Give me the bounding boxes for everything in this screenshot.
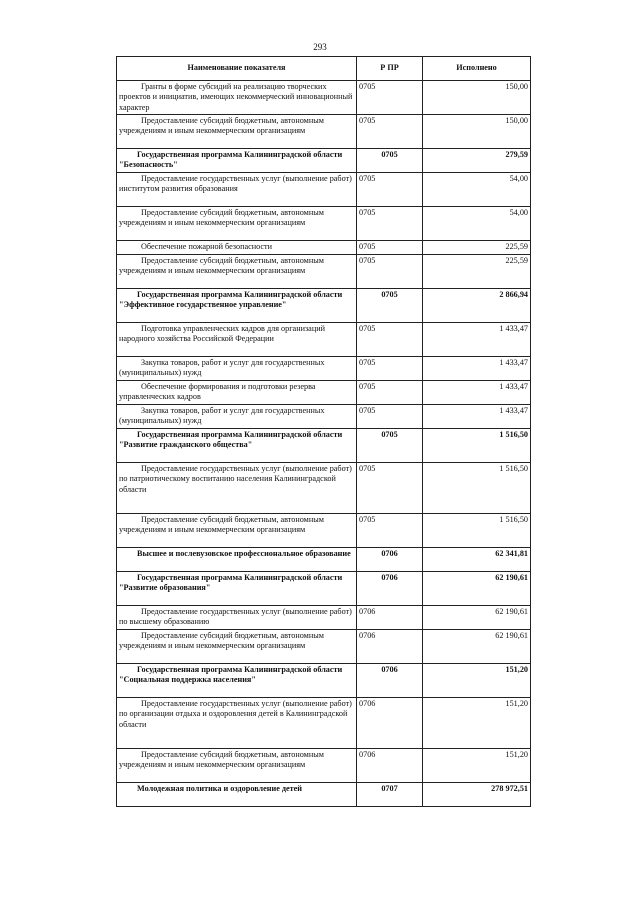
row-value: 54,00 — [423, 173, 531, 207]
row-name: Обеспечение пожарной безопасности — [117, 241, 357, 255]
row-value: 1 433,47 — [423, 323, 531, 357]
row-value: 2 866,94 — [423, 289, 531, 323]
row-name: Предоставление субсидий бюджетным, автономным учреждениям и иным некоммерческим организациям — [117, 207, 357, 241]
table-row — [117, 81, 531, 115]
row-code: 0705 — [357, 381, 423, 405]
row-name: Государственная программа Калининградской области "Социальная поддержка населения" — [117, 664, 357, 698]
row-value: 1 516,50 — [423, 429, 531, 463]
row-name: Молодежная политика и оздоровление детей — [117, 783, 357, 807]
row-value: 62 190,61 — [423, 606, 531, 630]
row-name: Обеспечение формирования и подготовки резерва управленческих кадров — [117, 381, 357, 405]
row-value: 62 190,61 — [423, 572, 531, 606]
row-code: 0705 — [357, 357, 423, 381]
row-code: 0706 — [357, 749, 423, 783]
table-row — [117, 255, 531, 289]
row-code: 0705 — [357, 81, 423, 115]
row-name: Государственная программа Калининградской области "Эффективное государственное управление" — [117, 289, 357, 323]
row-name: Предоставление государственных услуг (выполнение работ) по организации отдыха и оздоровления детей в Калининградской области — [117, 698, 357, 749]
page-number: 293 — [313, 42, 327, 52]
row-code: 0705 — [357, 241, 423, 255]
row-name: Государственная программа Калининградской области "Развитие образования" — [117, 572, 357, 606]
row-code: 0705 — [357, 405, 423, 429]
row-value: 1 433,47 — [423, 357, 531, 381]
table-row — [117, 405, 531, 429]
row-code: 0706 — [357, 548, 423, 572]
row-value: 151,20 — [423, 664, 531, 698]
row-name: Закупка товаров, работ и услуг для государственных (муниципальных) нужд — [117, 357, 357, 381]
table-row — [117, 323, 531, 357]
table-row — [117, 241, 531, 255]
row-name: Предоставление государственных услуг (выполнение работ) по патриотическому воспитанию населения Калининградской области — [117, 463, 357, 514]
row-name: Предоставление субсидий бюджетным, автономным учреждениям и иным некоммерческим организациям — [117, 514, 357, 548]
row-name: Предоставление субсидий бюджетным, автономным учреждениям и иным некоммерческим организациям — [117, 115, 357, 149]
row-name: Предоставление субсидий бюджетным, автономным учреждениям и иным некоммерческим организациям — [117, 630, 357, 664]
row-value: 62 341,81 — [423, 548, 531, 572]
table-row — [117, 698, 531, 749]
table-header-row — [117, 57, 531, 81]
row-value: 54,00 — [423, 207, 531, 241]
row-value: 151,20 — [423, 698, 531, 749]
row-name: Предоставление субсидий бюджетным, автономным учреждениям и иным некоммерческим организациям — [117, 749, 357, 783]
row-code: 0705 — [357, 514, 423, 548]
table-row — [117, 749, 531, 783]
row-code: 0705 — [357, 115, 423, 149]
table-row — [117, 289, 531, 323]
header-code: Р ПР — [357, 57, 423, 81]
row-code: 0706 — [357, 606, 423, 630]
row-value: 1 516,50 — [423, 514, 531, 548]
budget-execution-table — [116, 56, 531, 807]
row-value: 1 433,47 — [423, 381, 531, 405]
row-value: 278 972,51 — [423, 783, 531, 807]
row-code: 0707 — [357, 783, 423, 807]
table-row — [117, 207, 531, 241]
table-row — [117, 783, 531, 807]
row-value: 62 190,61 — [423, 630, 531, 664]
row-value: 150,00 — [423, 81, 531, 115]
row-code: 0705 — [357, 149, 423, 173]
row-code: 0705 — [357, 207, 423, 241]
row-code: 0706 — [357, 630, 423, 664]
table-row — [117, 463, 531, 514]
table-row — [117, 548, 531, 572]
row-code: 0705 — [357, 173, 423, 207]
row-code: 0705 — [357, 463, 423, 514]
row-name: Закупка товаров, работ и услуг для государственных (муниципальных) нужд — [117, 405, 357, 429]
row-value: 151,20 — [423, 749, 531, 783]
row-value: 1 433,47 — [423, 405, 531, 429]
table-row — [117, 115, 531, 149]
table-row — [117, 514, 531, 548]
row-value: 150,00 — [423, 115, 531, 149]
table-row — [117, 664, 531, 698]
row-name: Предоставление субсидий бюджетным, автономным учреждениям и иным некоммерческим организациям — [117, 255, 357, 289]
row-code: 0706 — [357, 698, 423, 749]
row-value: 225,59 — [423, 241, 531, 255]
row-name: Предоставление государственных услуг (выполнение работ) институтом развития образования — [117, 173, 357, 207]
table-row — [117, 429, 531, 463]
row-value: 1 516,50 — [423, 463, 531, 514]
row-name: Государственная программа Калининградской области "Развитие гражданского общества" — [117, 429, 357, 463]
row-code: 0706 — [357, 664, 423, 698]
row-name: Государственная программа Калининградской области "Безопасность" — [117, 149, 357, 173]
table-row — [117, 149, 531, 173]
row-code: 0705 — [357, 255, 423, 289]
row-value: 279,59 — [423, 149, 531, 173]
header-name: Наименование показателя — [117, 57, 357, 81]
row-name: Высшее и послевузовское профессиональное образование — [117, 548, 357, 572]
table-row — [117, 173, 531, 207]
row-value: 225,59 — [423, 255, 531, 289]
row-code: 0705 — [357, 429, 423, 463]
header-value: Исполнено — [423, 57, 531, 81]
table-row — [117, 381, 531, 405]
table-row — [117, 357, 531, 381]
row-code: 0705 — [357, 289, 423, 323]
row-name: Подготовка управленческих кадров для организаций народного хозяйства Российской Федерации — [117, 323, 357, 357]
row-code: 0706 — [357, 572, 423, 606]
table-row — [117, 572, 531, 606]
table-row — [117, 630, 531, 664]
row-code: 0705 — [357, 323, 423, 357]
row-name: Предоставление государственных услуг (выполнение работ) по высшему образованию — [117, 606, 357, 630]
row-name: Гранты в форме субсидий на реализацию творческих проектов и инициатив, имеющих некоммерческий инновационный характер — [117, 81, 357, 115]
table-row — [117, 606, 531, 630]
